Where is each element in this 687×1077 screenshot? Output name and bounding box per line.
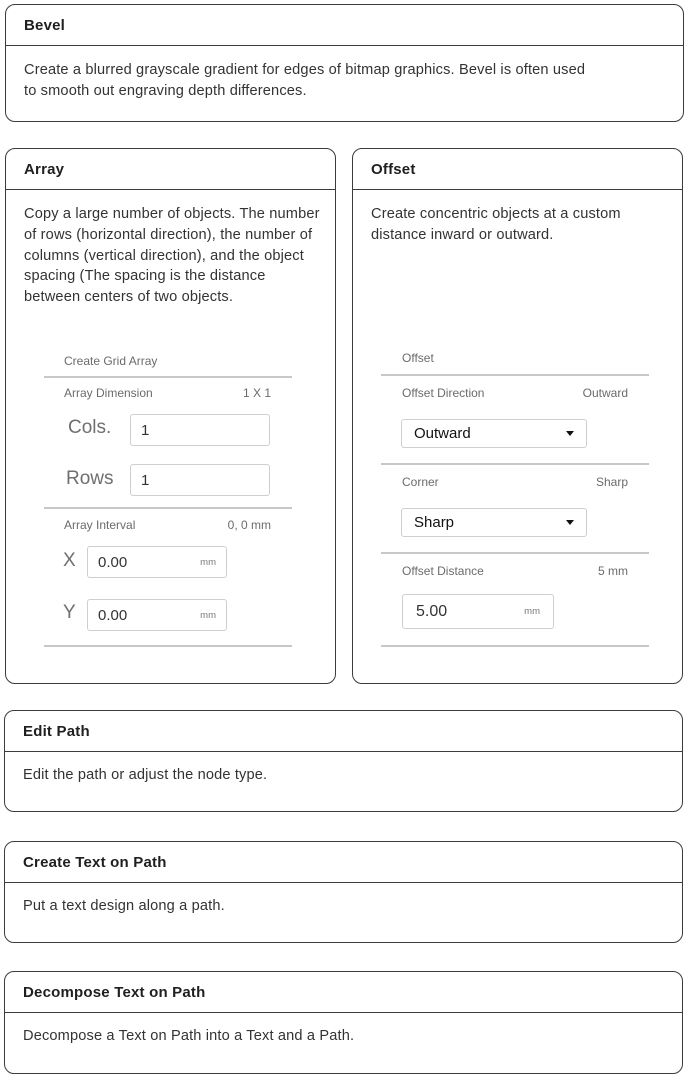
divider [44, 507, 292, 509]
y-label: Y [63, 602, 76, 623]
array-description: Copy a large number of objects. The number of rows (horizontal direction), the number of columns (vertical direction), and the object spacing (The spacing is the distance between centers of two objects. [24, 206, 320, 306]
decompose-description: Decompose a Text on Path into a Text and a Path. [23, 1028, 355, 1044]
decompose-card [4, 971, 683, 1074]
array-dimension-value: 1 X 1 [242, 386, 271, 400]
offset-panel-heading: Offset [402, 351, 434, 365]
y-interval-input[interactable] [87, 599, 227, 631]
edit-path-card [4, 710, 683, 812]
edit-path-title: Edit Path [5, 711, 682, 752]
offset-direction-dropdown[interactable] [401, 419, 587, 448]
corner-value: Sharp [595, 475, 628, 489]
offset-direction-label: Offset Direction [402, 386, 485, 400]
divider [381, 374, 649, 376]
x-interval-input[interactable] [87, 546, 227, 578]
corner-dropdown[interactable] [401, 508, 587, 537]
create-grid-array-heading: Create Grid Array [64, 354, 158, 368]
bevel-title: Bevel [6, 5, 683, 46]
divider [381, 645, 649, 647]
divider [381, 463, 649, 465]
decompose-title: Decompose Text on Path [5, 972, 682, 1013]
rows-input[interactable] [130, 464, 270, 496]
rows-label: Rows [66, 468, 114, 489]
chevron-down-icon [566, 520, 574, 525]
array-dimension-label: Array Dimension [64, 386, 153, 400]
offset-distance-input-value: 5.00 [416, 602, 448, 620]
divider [381, 552, 649, 554]
divider [44, 376, 292, 378]
text-on-path-title: Create Text on Path [5, 842, 682, 883]
bevel-description: Create a blurred grayscale gradient for edges of bitmap graphics. Bevel is often used to smooth out engraving depth differences. [24, 62, 586, 99]
array-interval-value: 0, 0 mm [227, 518, 271, 532]
text-on-path-description: Put a text design along a path. [23, 898, 225, 914]
offset-title: Offset [353, 149, 682, 190]
cols-input[interactable] [130, 414, 270, 446]
array-card [5, 148, 336, 684]
divider [44, 645, 292, 647]
x-interval-value: 0.00 [98, 553, 128, 571]
x-label: X [63, 550, 76, 571]
offset-distance-label: Offset Distance [402, 564, 484, 578]
chevron-down-icon [566, 431, 574, 436]
corner-label: Corner [402, 475, 439, 489]
cols-input-value: 1 [141, 421, 150, 439]
array-interval-label: Array Interval [64, 518, 136, 532]
rows-input-value: 1 [141, 471, 150, 489]
offset-direction-value: Outward [582, 386, 628, 400]
cols-label: Cols. [68, 417, 112, 438]
x-interval-unit: mm [200, 556, 216, 568]
offset-description: Create concentric objects at a custom distance inward or outward. [371, 206, 621, 243]
y-interval-value: 0.00 [98, 606, 128, 624]
offset-distance-value: 5 mm [598, 564, 628, 578]
text-on-path-card [4, 841, 683, 943]
offset-card [352, 148, 683, 684]
bevel-card [5, 4, 684, 122]
y-interval-unit: mm [200, 609, 216, 621]
offset-direction-selected: Outward [414, 425, 471, 442]
corner-selected: Sharp [414, 514, 455, 531]
offset-distance-input[interactable] [402, 594, 554, 629]
edit-path-description: Edit the path or adjust the node type. [23, 767, 268, 783]
array-title: Array [6, 149, 335, 190]
offset-distance-unit: mm [524, 606, 540, 617]
